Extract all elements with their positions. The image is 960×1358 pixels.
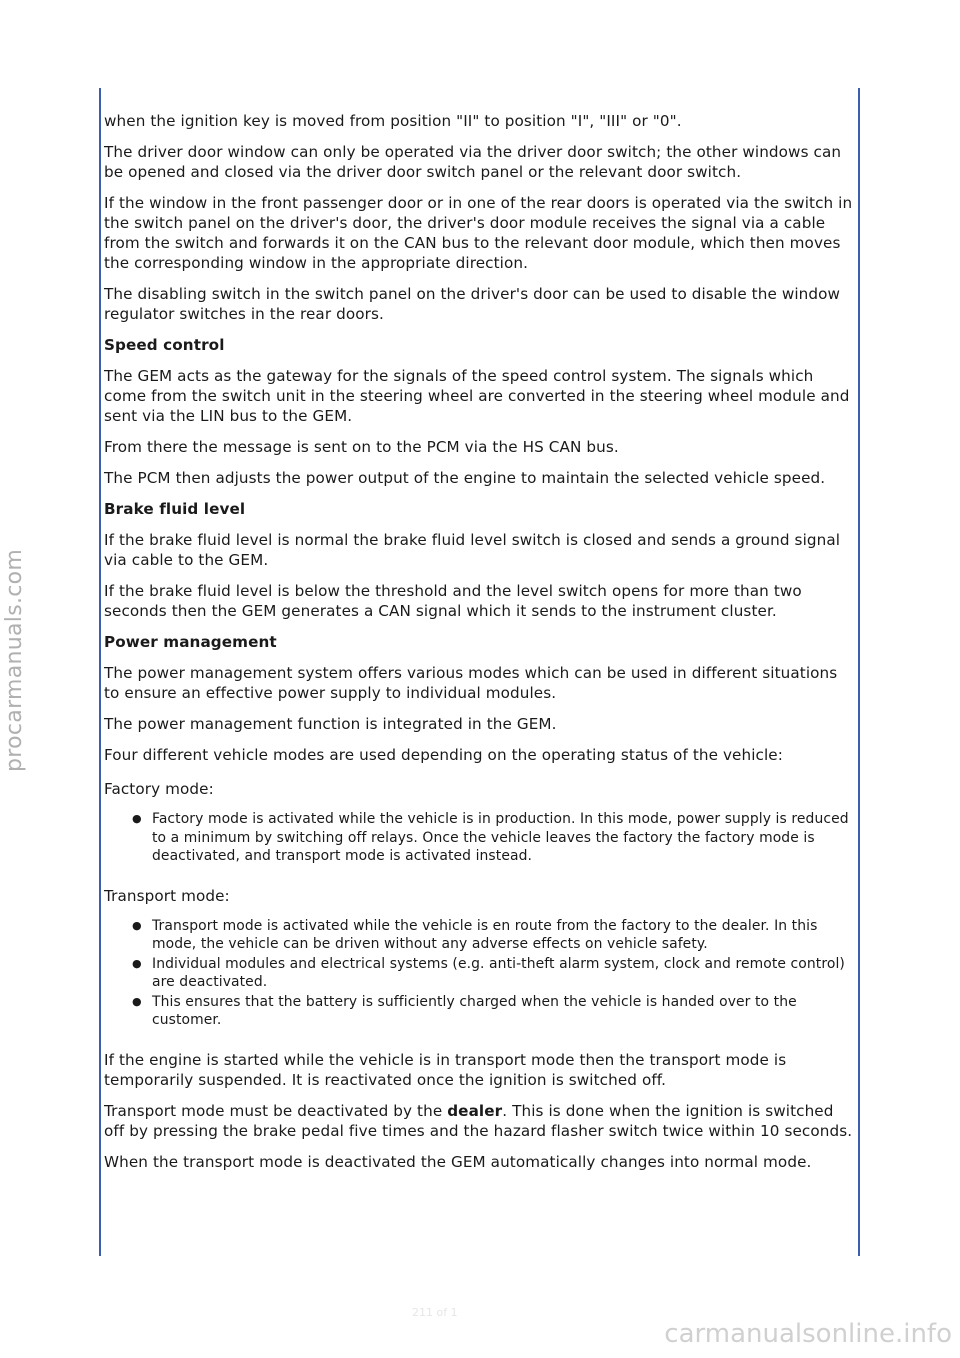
paragraph: The GEM acts as the gateway for the signals of the speed control system. The signals which come from the switch unit in the steering wheel are converted in the steering wheel module and sent via the LIN bus to the GEM.	[104, 367, 850, 425]
paragraph: If the brake fluid level is normal the brake fluid level switch is closed and sends a ground signal via cable to the GEM.	[104, 531, 841, 569]
section-heading-brake-fluid-level: Brake fluid level	[104, 500, 246, 518]
left-margin-rule	[99, 88, 101, 1256]
transport-mode-list	[104, 917, 856, 1030]
list-item: ● Individual modules and electrical systems (e.g. anti-theft alarm system, clock and remote control) are deactivated.	[152, 955, 856, 992]
right-margin-rule	[858, 88, 860, 1256]
paragraph: If the window in the front passenger door or in one of the rear doors is operated via the switch in the switch panel on the driver's door, the driver's door module receives the signal via a cable from the switch and forwards it on the CAN bus to the relevant door module, which then moves the corresponding window in the appropriate direction.	[104, 194, 853, 272]
paragraph: when the ignition key is moved from position "II" to position "I", "III" or "0".	[104, 112, 682, 130]
text-run: Transport mode must be deactivated by the	[104, 1101, 448, 1120]
paragraph: The disabling switch in the switch panel on the driver's door can be used to disable the window regulator switches in the rear doors.	[104, 285, 841, 323]
list-item: ● Factory mode is activated while the vehicle is in production. In this mode, power supply is reduced to a minimum by switching off relays. Once the vehicle leaves the factory the factory mode is deactivated, and transport mode is activated instead.	[152, 810, 856, 866]
paragraph: If the engine is started while the vehicle is in transport mode then the transport mode is temporarily suspended. It is reactivated once the ignition is switched off.	[104, 1050, 787, 1089]
transport-mode-label: Transport mode:	[104, 886, 230, 905]
paragraph: If the brake fluid level is below the threshold and the level switch opens for more than two seconds then the GEM generates a CAN signal which it sends to the instrument cluster.	[104, 582, 802, 620]
paragraph: From there the message is sent on to the PCM via the HS CAN bus.	[104, 438, 619, 456]
paragraph: When the transport mode is deactivated the GEM automatically changes into normal mode.	[104, 1152, 812, 1171]
paragraph	[104, 1101, 856, 1141]
list-item: ● Transport mode is activated while the vehicle is en route from the factory to the dealer. In this mode, the vehicle can be driven without any adverse effects on vehicle safety.	[152, 917, 856, 954]
paragraph: Four different vehicle modes are used depending on the operating status of the vehicle:	[104, 746, 783, 764]
factory-mode-list	[104, 810, 856, 866]
bottom-watermark: carmanualsonline.info	[664, 1319, 952, 1349]
side-watermark: procarmanuals.com	[2, 548, 27, 772]
page-number: 211 of 1	[412, 1306, 458, 1319]
page-content	[104, 111, 856, 1183]
factory-mode-label: Factory mode:	[104, 780, 214, 798]
paragraph: The PCM then adjusts the power output of the engine to maintain the selected vehicle speed.	[104, 469, 826, 487]
text-run: . This is done when the ignition is switched off by pressing the brake pedal five times and the hazard flasher switch twice within 10 seconds.	[104, 1101, 853, 1140]
bold-term-dealer: dealer	[447, 1101, 503, 1120]
paragraph: The power management system offers various modes which can be used in different situations to ensure an effective power supply to individual modules.	[104, 664, 838, 702]
list-item: ● This ensures that the battery is sufficiently charged when the vehicle is handed over to the customer.	[152, 993, 856, 1030]
section-heading-power-management: Power management	[104, 633, 277, 651]
paragraph: The power management function is integrated in the GEM.	[104, 715, 557, 733]
section-heading-speed-control: Speed control	[104, 336, 225, 354]
paragraph: The driver door window can only be operated via the driver door switch; the other windows can be opened and closed via the driver door switch panel or the relevant door switch.	[104, 143, 842, 181]
